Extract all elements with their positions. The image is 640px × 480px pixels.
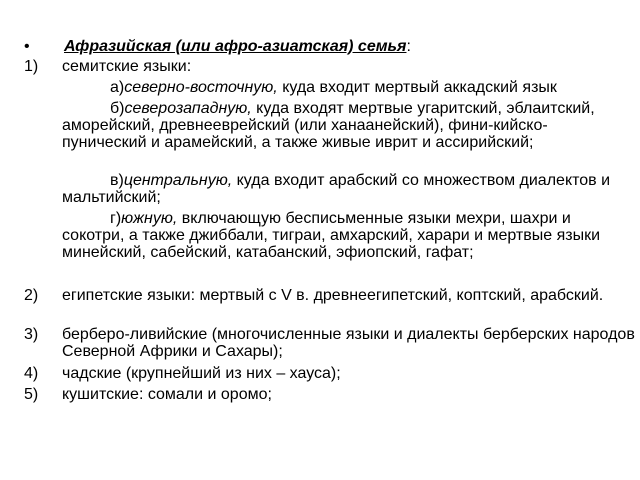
item-text: чадские (крупнейший из них – хауса); <box>62 365 341 382</box>
family-heading <box>24 38 624 56</box>
item-text: египетские языки: мертвый с V в. древнеегипетский, коптский, арабский. <box>62 287 604 304</box>
heading-colon: : <box>406 38 411 55</box>
subitem-branch: северозападную, <box>124 100 252 117</box>
subitem-a <box>62 79 620 96</box>
bullet: • <box>24 38 30 55</box>
subitem-branch: южную, <box>121 210 178 227</box>
item-number: 5) <box>24 386 39 403</box>
list-item-3 <box>24 326 640 360</box>
item-number: 1) <box>24 58 39 75</box>
family-title: Афразийская (или афро-азиатская) семья <box>64 38 407 55</box>
list-item-5 <box>24 386 640 403</box>
subitem-text: включающую бесписьменные языки мехри, шахри и сокотри, а также джиббали, тиграи, амхарский, харари и мертвые языки минейский, сабейский, катабанский, эфиопский, гафат; <box>62 210 601 261</box>
subitem-b <box>62 100 620 151</box>
subitem-c <box>62 172 620 206</box>
subitem-letter: а) <box>110 79 125 96</box>
item-text: берберо-ливийские (многочисленные языки и диалекты берберских народов Северной Африки и Сахары); <box>62 326 635 360</box>
subitem-branch: центральную, <box>123 172 233 189</box>
item-number: 2) <box>24 287 39 304</box>
subitem-text: куда входит мертвый аккадский язык <box>277 79 557 96</box>
item-number: 3) <box>24 326 39 343</box>
subitem-letter: в) <box>110 172 124 189</box>
list-item-1 <box>24 58 640 75</box>
item-number: 4) <box>24 365 39 382</box>
subitem-letter: б) <box>110 100 125 117</box>
item-text: семитские языки: <box>62 58 192 75</box>
subitem-text: куда входят мертвые угаритский, эблаитский, аморейский, древнееврейский (или ханаанейский), фини-кийско-пунический и арамейский, а также живые иврит и ассирийский; <box>62 100 595 151</box>
subitem-branch: северно-восточную, <box>124 79 278 96</box>
subitem-text: куда входит арабский со множеством диалектов и мальтийский; <box>62 172 611 206</box>
list-item-2 <box>24 287 640 304</box>
item-text: кушитские: сомали и оромо; <box>62 386 272 403</box>
subitem-d <box>62 210 620 261</box>
list-item-4 <box>24 365 640 382</box>
subitem-letter: г) <box>110 210 122 227</box>
